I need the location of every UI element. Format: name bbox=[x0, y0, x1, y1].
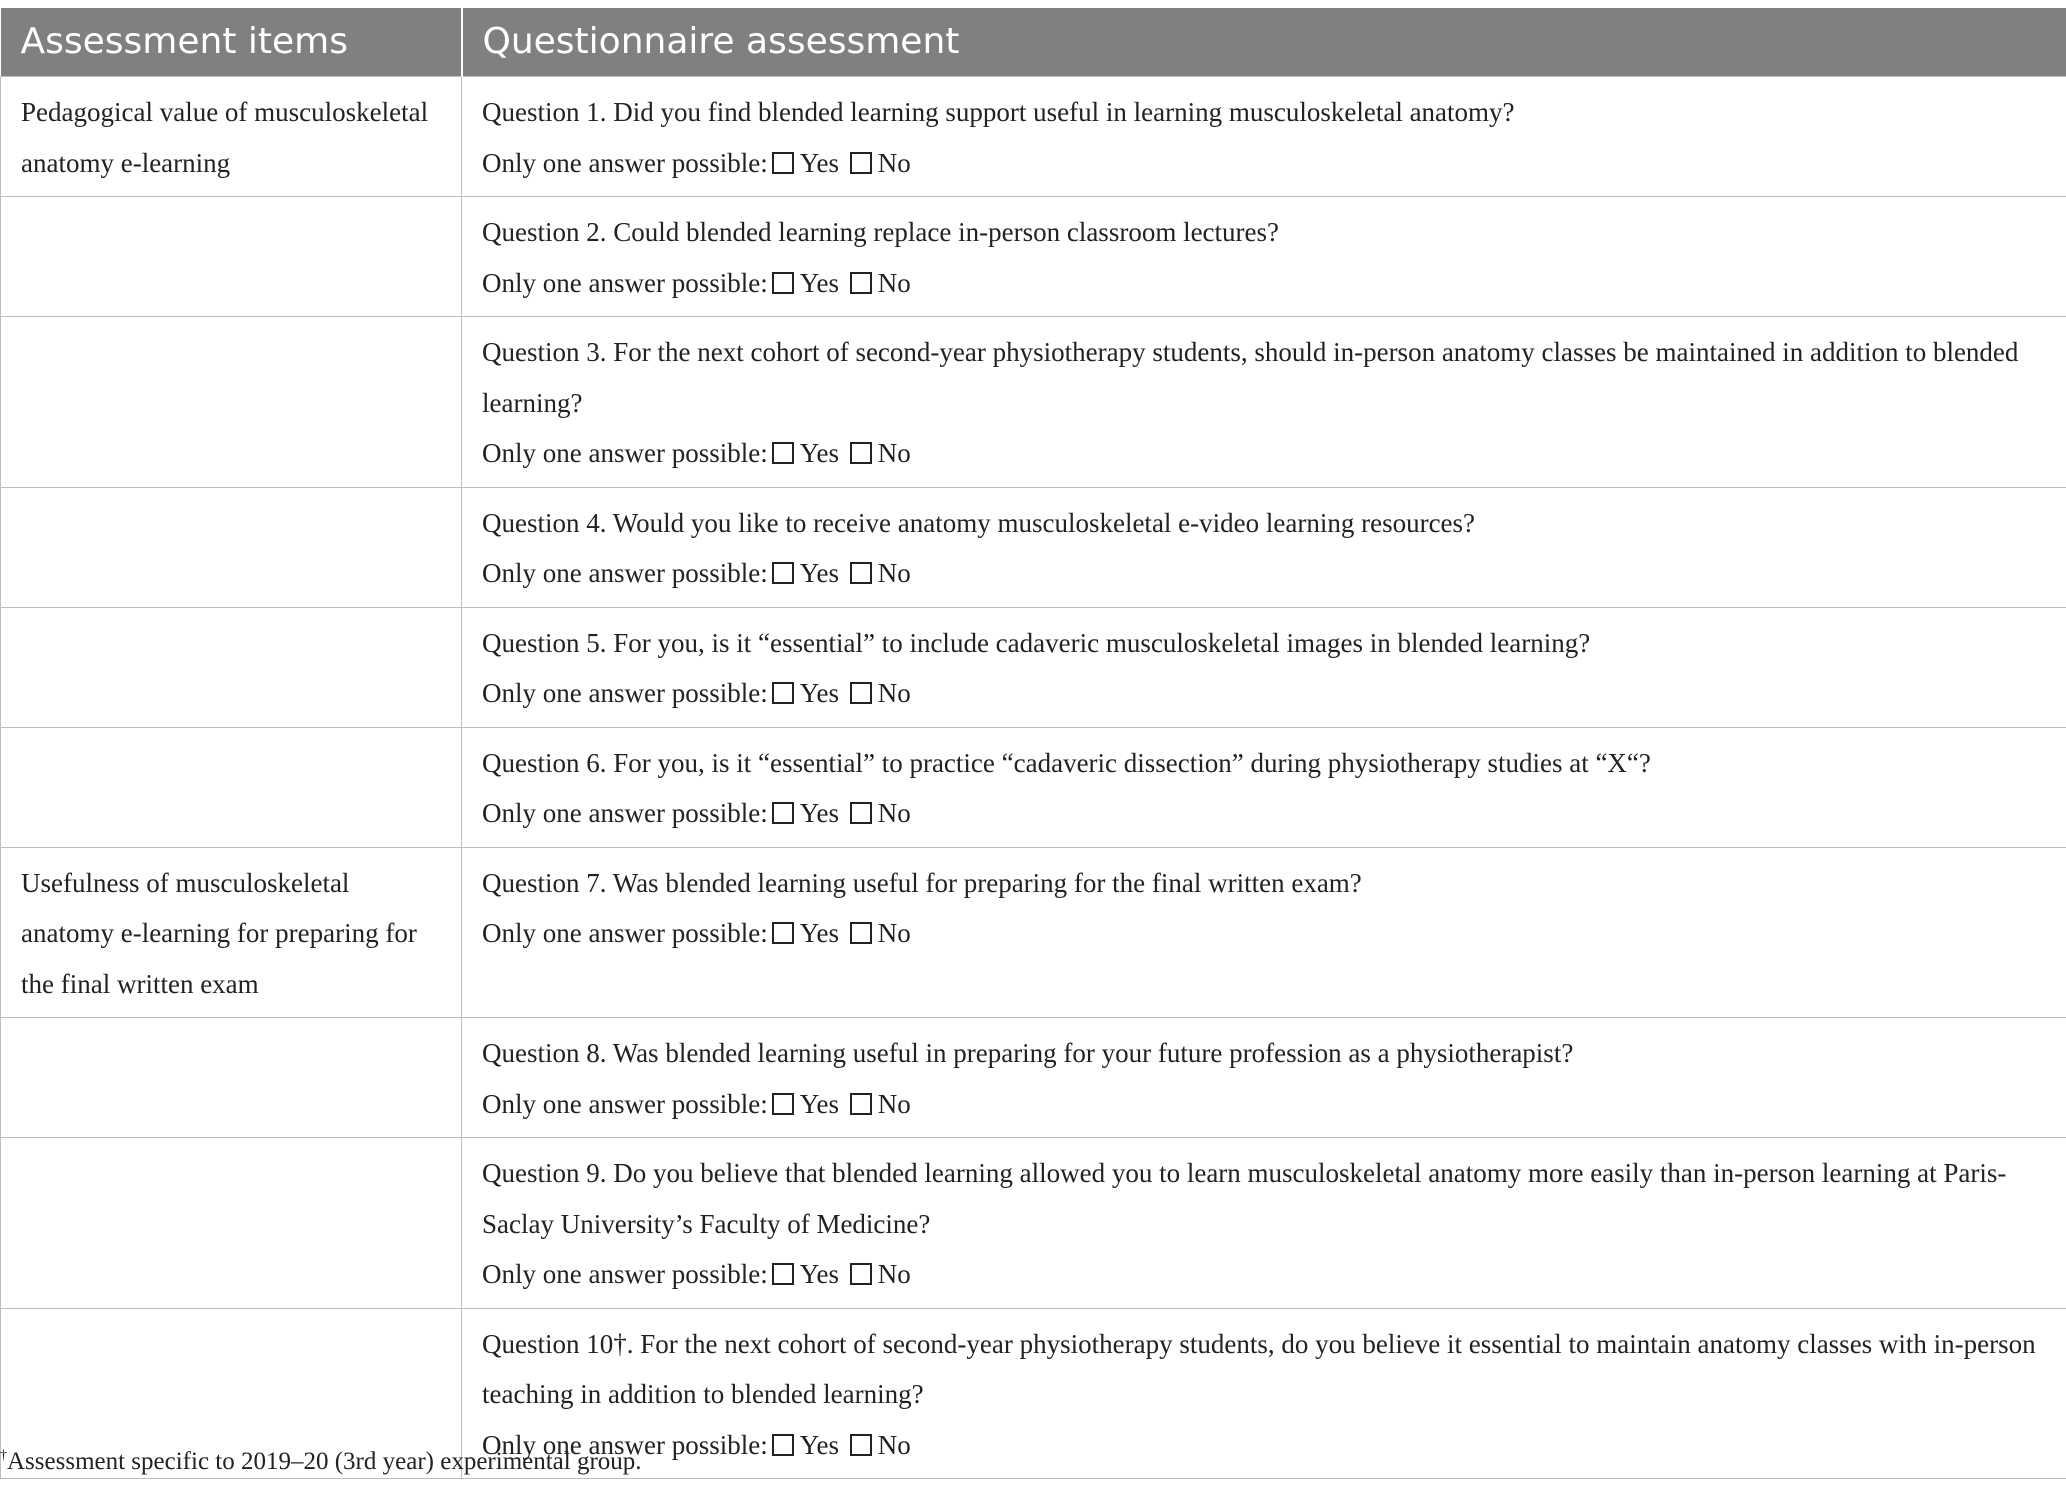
answer-prefix: Only one answer possible: bbox=[482, 147, 768, 178]
yes-checkbox[interactable] bbox=[772, 922, 794, 944]
question-text: Question 5. For you, is it “essential” to include cadaveric musculoskeletal images in blended learning? bbox=[482, 627, 1591, 658]
question-text: Question 9. Do you believe that blended learning allowed you to learn musculoskeletal anatomy more easily than in-person learning at Paris-Saclay University’s Faculty of Medicine? bbox=[482, 1158, 2007, 1239]
yes-checkbox[interactable] bbox=[772, 562, 794, 584]
table-row bbox=[1, 77, 2066, 197]
yes-label: Yes bbox=[799, 1259, 839, 1289]
yes-label: Yes bbox=[799, 678, 839, 708]
table-body bbox=[1, 77, 2066, 1479]
assessment-item-cell bbox=[1, 197, 462, 317]
assessment-item-cell bbox=[1, 1018, 462, 1138]
answer-options bbox=[482, 258, 2048, 309]
yes-label: Yes bbox=[799, 1429, 839, 1460]
footnote-text: Assessment specific to 2019–20 (3rd year) experimental group. bbox=[7, 1448, 642, 1475]
assessment-item-cell bbox=[1, 1138, 462, 1309]
no-checkbox[interactable] bbox=[850, 442, 872, 464]
table-row bbox=[1, 607, 2066, 727]
no-checkbox[interactable] bbox=[850, 802, 872, 824]
yes-label: Yes bbox=[799, 1088, 839, 1119]
question-text: Question 4. Would you like to receive anatomy musculoskeletal e-video learning resources? bbox=[482, 507, 1476, 538]
questionnaire-table bbox=[0, 8, 2066, 1479]
answer-options bbox=[482, 788, 2048, 839]
no-label: No bbox=[877, 267, 911, 298]
table-row bbox=[1, 197, 2066, 317]
question-text: Question 2. Could blended learning replace in-person classroom lectures? bbox=[482, 217, 1280, 247]
table-header bbox=[1, 8, 2066, 77]
question-cell bbox=[462, 1018, 2066, 1138]
no-label: No bbox=[877, 678, 911, 708]
yes-checkbox[interactable] bbox=[772, 1434, 794, 1456]
table-row bbox=[1, 317, 2066, 488]
question-cell bbox=[462, 197, 2066, 317]
no-checkbox[interactable] bbox=[850, 272, 872, 294]
question-cell bbox=[462, 77, 2066, 197]
no-checkbox[interactable] bbox=[850, 922, 872, 944]
assessment-item-cell bbox=[1, 487, 462, 607]
table-row bbox=[1, 1018, 2066, 1138]
no-label: No bbox=[877, 1259, 911, 1289]
answer-options bbox=[482, 1420, 2048, 1471]
yes-label: Yes bbox=[799, 147, 839, 178]
question-text: Question 1. Did you find blended learning support useful in learning musculoskeletal anatomy? bbox=[482, 97, 1515, 127]
no-label: No bbox=[877, 147, 911, 178]
table-row bbox=[1, 487, 2066, 607]
footnote-mark: † bbox=[0, 1448, 7, 1463]
answer-prefix: Only one answer possible: bbox=[482, 918, 768, 948]
header-assessment-items: Assessment items bbox=[1, 8, 462, 77]
table-row bbox=[1, 847, 2066, 1018]
assessment-item-cell: Usefulness of musculoskeletal anatomy e-learning for preparing for the final written exam bbox=[1, 847, 462, 1018]
yes-checkbox[interactable] bbox=[772, 272, 794, 294]
question-text: Question 10†. For the next cohort of second-year physiotherapy students, do you believe it essential to maintain anatomy classes with in-person teaching in addition to blended learning? bbox=[482, 1328, 2036, 1409]
question-text: Question 3. For the next cohort of second-year physiotherapy students, should in-person anatomy classes be maintained in addition to blended learning? bbox=[482, 337, 2019, 418]
yes-checkbox[interactable] bbox=[772, 152, 794, 174]
question-cell bbox=[462, 1308, 2066, 1479]
answer-prefix: Only one answer possible: bbox=[482, 267, 768, 298]
no-checkbox[interactable] bbox=[850, 562, 872, 584]
yes-checkbox[interactable] bbox=[772, 802, 794, 824]
answer-prefix: Only one answer possible: bbox=[482, 1088, 768, 1119]
question-cell bbox=[462, 607, 2066, 727]
answer-prefix: Only one answer possible: bbox=[482, 558, 768, 588]
assessment-item-cell bbox=[1, 607, 462, 727]
answer-prefix: Only one answer possible: bbox=[482, 678, 768, 708]
answer-options bbox=[482, 908, 2048, 959]
assessment-item-cell bbox=[1, 317, 462, 488]
no-checkbox[interactable] bbox=[850, 1434, 872, 1456]
answer-options bbox=[482, 668, 2048, 719]
yes-checkbox[interactable] bbox=[772, 1093, 794, 1115]
assessment-item-cell: Pedagogical value of musculoskeletal anatomy e-learning bbox=[1, 77, 462, 197]
yes-label: Yes bbox=[799, 798, 839, 828]
yes-checkbox[interactable] bbox=[772, 1263, 794, 1285]
table-row bbox=[1, 1138, 2066, 1309]
question-cell bbox=[462, 317, 2066, 488]
yes-label: Yes bbox=[799, 918, 839, 948]
answer-options bbox=[482, 428, 2048, 479]
yes-label: Yes bbox=[799, 267, 839, 298]
no-label: No bbox=[877, 798, 911, 828]
answer-prefix: Only one answer possible: bbox=[482, 438, 768, 468]
question-text: Question 8. Was blended learning useful in preparing for your future profession as a physiotherapist? bbox=[482, 1038, 1574, 1068]
questionnaire-table-container bbox=[0, 8, 2066, 1479]
header-questionnaire-assessment: Questionnaire assessment bbox=[462, 8, 2066, 77]
no-label: No bbox=[877, 438, 911, 468]
no-label: No bbox=[877, 1088, 911, 1119]
question-text: Question 7. Was blended learning useful for preparing for the final written exam? bbox=[482, 867, 1362, 898]
no-label: No bbox=[877, 1429, 911, 1460]
no-checkbox[interactable] bbox=[850, 152, 872, 174]
no-checkbox[interactable] bbox=[850, 682, 872, 704]
answer-options bbox=[482, 548, 2048, 599]
yes-label: Yes bbox=[799, 558, 839, 588]
header-row bbox=[1, 8, 2066, 77]
answer-options bbox=[482, 1079, 2048, 1130]
footnote bbox=[0, 1448, 642, 1476]
answer-options bbox=[482, 138, 2048, 189]
answer-options bbox=[482, 1249, 2048, 1300]
table-row bbox=[1, 727, 2066, 847]
answer-prefix: Only one answer possible: bbox=[482, 1259, 768, 1289]
question-cell bbox=[462, 727, 2066, 847]
yes-checkbox[interactable] bbox=[772, 442, 794, 464]
question-cell bbox=[462, 847, 2066, 1018]
yes-checkbox[interactable] bbox=[772, 682, 794, 704]
assessment-item-cell bbox=[1, 727, 462, 847]
no-label: No bbox=[877, 558, 911, 588]
no-checkbox[interactable] bbox=[850, 1093, 872, 1115]
yes-label: Yes bbox=[799, 438, 839, 468]
no-checkbox[interactable] bbox=[850, 1263, 872, 1285]
answer-prefix: Only one answer possible: bbox=[482, 798, 768, 828]
question-cell bbox=[462, 487, 2066, 607]
answer-prefix: Only one answer possible: bbox=[482, 1429, 768, 1460]
question-cell bbox=[462, 1138, 2066, 1309]
no-label: No bbox=[877, 918, 911, 948]
question-text: Question 6. For you, is it “essential” to practice “cadaveric dissection” during physiotherapy studies at “X“? bbox=[482, 747, 1651, 778]
